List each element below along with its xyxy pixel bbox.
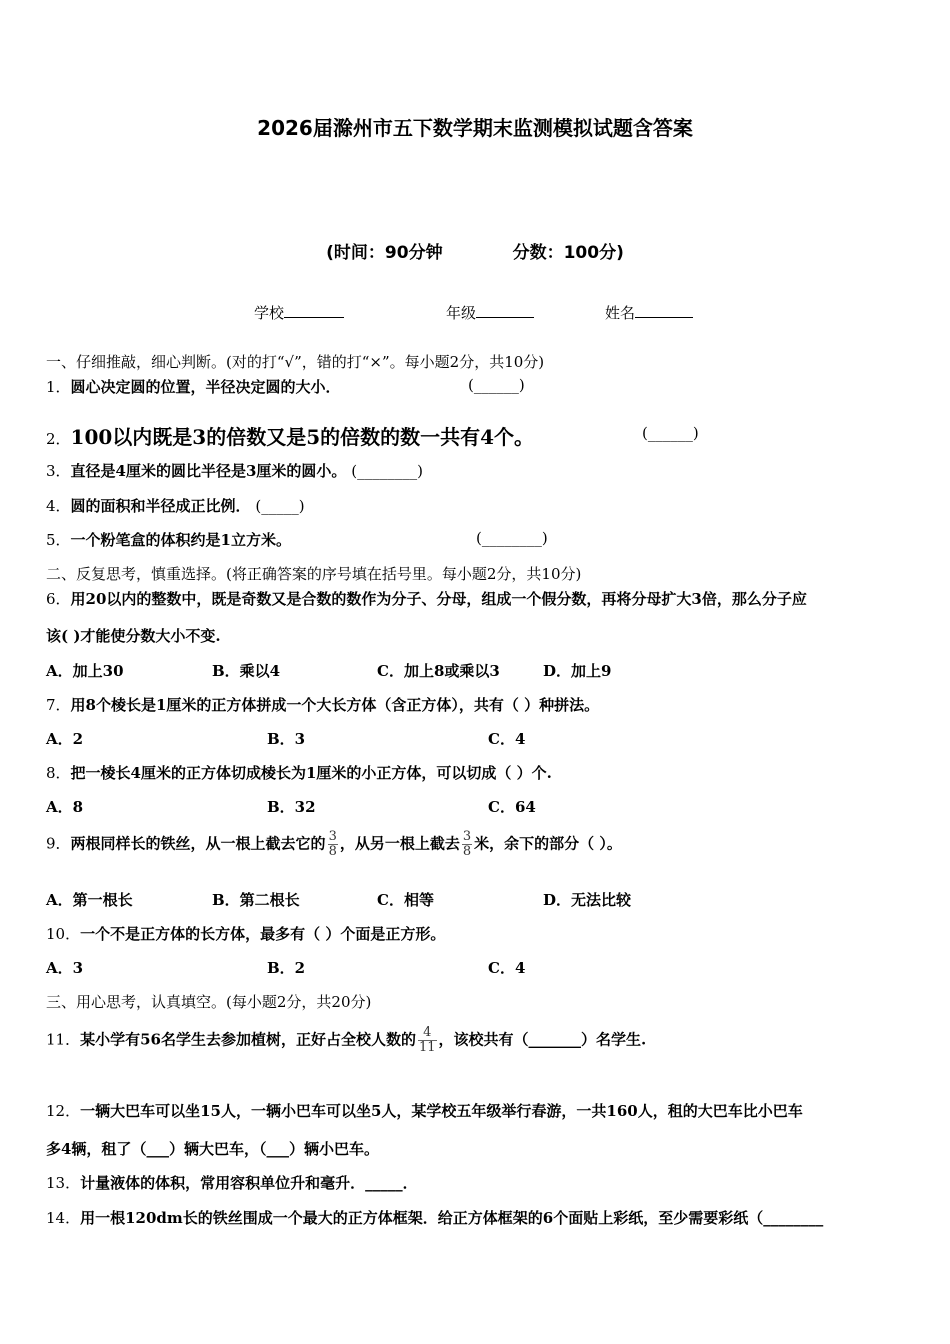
q10-option-a: A．3 [46,959,84,977]
q8-option-b: B．32 [267,798,316,816]
question-13: 13．计量液体的体积，常用容积单位升和毫升．_____． [46,1174,418,1192]
page-title: 2026届滁州市五下数学期末监测模拟试题含答案 [257,116,693,140]
q8-option-a: A．8 [46,798,84,816]
school-field [254,302,344,323]
q6-option-a: A．加上30 [46,662,124,680]
question-4-answer: (_____) [255,497,305,515]
section-2-heading: 二、反复思考，慎重选择。(将正确答案的序号填在括号里。每小题2分，共10分) [46,565,582,583]
fraction: $\frac{3}{8}$ [462,829,472,859]
question-12: 12．一辆大巴车可以坐15人，一辆小巴车可以坐5人，某学校五年级举行春游，一共160人，租的大巴车比小巴车 [46,1102,803,1120]
question-3: 3．直径是4厘米的圆比半径是3厘米的圆小。 (________) [46,462,423,480]
fraction: $\frac{3}{8}$ [328,829,337,859]
question-7: 7．用8个棱长是1厘米的正方体拼成一个大长方体（含正方体），共有（ ）种拼法。 [46,696,600,714]
question-6: 6．用20以内的整数中，既是奇数又是合数的数作为分子、分母，组成一个假分数，再将分母扩大3倍，那么分子应 [46,590,807,608]
question-14: 14．用一根120dm长的铁丝围成一个最大的正方体框架．给正方体框架的6个面贴上彩纸，至少需要彩纸（________ [46,1209,824,1227]
question-2-answer: (______) [642,424,699,442]
question-6-line2: 该( )才能使分数大小不变. [46,627,221,645]
school-label: 学校 [254,304,285,322]
question-10: 10．一个不是正方体的长方体，最多有（ ）个面是正方形。 [46,925,446,943]
name-field [605,302,693,323]
fraction: $\frac{4}{11}$ [418,1025,436,1055]
question-12-line2: 多4辆，租了（___）辆大巴车，（___）辆小巴车。 [46,1140,379,1158]
question-1-answer: (______) [468,376,525,394]
exam-meta [0,238,950,263]
section-3-heading: 三、用心思考，认真填空。(每小题2分，共20分) [46,993,372,1011]
q9-option-d: D．无法比较 [543,891,632,909]
q10-option-b: B．2 [267,959,306,977]
q6-option-c: C．加上8或乘以3 [377,662,500,680]
q9-option-a: A．第一根长 [46,891,133,909]
q6-option-d: D．加上9 [543,662,612,680]
q6-option-b: B．乘以4 [212,662,281,680]
name-label: 姓名 [605,304,636,322]
q9-option-b: B．第二根长 [212,891,300,909]
q7-option-c: C．4 [488,730,526,748]
question-5-answer: (________) [476,529,548,547]
q7-option-a: A．2 [46,730,84,748]
q8-option-c: C．64 [488,798,536,816]
question-3-answer: (________) [351,462,423,480]
exam-time: (时间：90分钟 [326,243,443,263]
question-8: 8．把一棱长4厘米的正方体切成棱长为1厘米的小正方体，可以切成（ ）个. [46,764,552,782]
question-4: 4．圆的面积和半径成正比例． (_____) [46,497,305,515]
question-11: 11．某小学有56名学生去参加植树，正好占全校人数的 $\frac{4}{11}$ ，该校共有（_______）名学生. [46,1025,647,1055]
q7-option-b: B．3 [267,730,306,748]
question-9: 9．两根同样长的铁丝，从一根上截去它的 $\frac{3}{8}$ ，从另一根上截去 $\frac{3}{8}$ 米，余下的部分（ ）。 [46,829,622,859]
section-1-heading: 一、仔细推敲，细心判断。(对的打“√”，错的打“×”。每小题2分，共10分) [46,353,545,371]
grade-label: 年级 [446,304,477,322]
question-5: 5．一个粉笔盒的体积约是1立方米。 [46,531,291,549]
question-1: 1．圆心决定圆的位置，半径决定圆的大小． [46,378,341,396]
exam-score: 分数：100分) [512,243,624,263]
grade-field [446,302,534,323]
question-2: 2．100以内既是3的倍数又是5的倍数的数一共有4个。 [46,425,535,449]
q10-option-c: C．4 [488,959,526,977]
q9-option-c: C．相等 [377,891,434,909]
